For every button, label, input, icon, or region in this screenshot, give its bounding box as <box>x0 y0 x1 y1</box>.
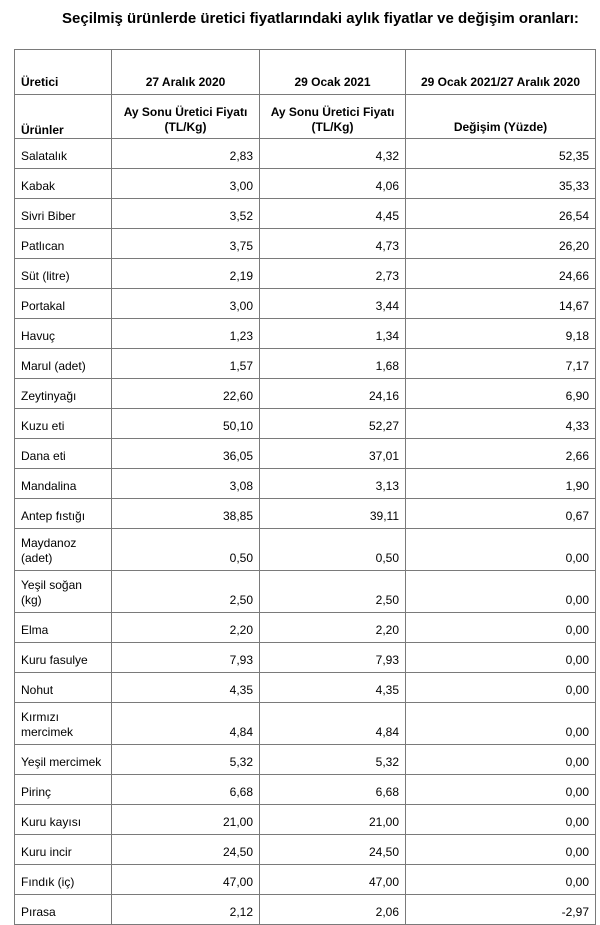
price-jan-cell: 1,68 <box>260 349 406 379</box>
change-cell: 0,00 <box>406 571 596 613</box>
price-dec-cell: 47,00 <box>112 865 260 895</box>
change-cell: -2,97 <box>406 895 596 925</box>
product-name-cell: Havuç <box>15 319 112 349</box>
subheader-change: Değişim (Yüzde) <box>406 95 596 139</box>
price-dec-cell: 3,52 <box>112 199 260 229</box>
change-cell: 0,00 <box>406 865 596 895</box>
change-cell: 4,33 <box>406 409 596 439</box>
price-dec-cell: 1,23 <box>112 319 260 349</box>
price-dec-cell: 4,84 <box>112 703 260 745</box>
product-name-cell: Kabak <box>15 169 112 199</box>
price-jan-cell: 1,34 <box>260 319 406 349</box>
table-row <box>15 673 596 703</box>
price-dec-cell: 4,35 <box>112 673 260 703</box>
price-jan-cell: 3,44 <box>260 289 406 319</box>
price-table <box>14 49 596 925</box>
product-name-cell: Fındık (iç) <box>15 865 112 895</box>
change-cell: 0,00 <box>406 529 596 571</box>
subheader-price-dec: Ay Sonu Üretici Fiyatı (TL/Kg) <box>112 95 260 139</box>
table-row <box>15 289 596 319</box>
price-jan-cell: 4,32 <box>260 139 406 169</box>
price-dec-cell: 3,08 <box>112 469 260 499</box>
price-dec-cell: 24,50 <box>112 835 260 865</box>
change-cell: 0,00 <box>406 805 596 835</box>
subheader-products: Ürünler <box>15 95 112 139</box>
table-row <box>15 745 596 775</box>
price-jan-cell: 2,06 <box>260 895 406 925</box>
change-cell: 6,90 <box>406 379 596 409</box>
table-row <box>15 199 596 229</box>
product-name-cell: Marul (adet) <box>15 349 112 379</box>
header-producer: Üretici <box>15 50 112 95</box>
change-cell: 0,00 <box>406 745 596 775</box>
header-date-jan: 29 Ocak 2021 <box>260 50 406 95</box>
price-dec-cell: 3,00 <box>112 169 260 199</box>
price-jan-cell: 24,50 <box>260 835 406 865</box>
product-name-cell: Elma <box>15 613 112 643</box>
subheader-price-jan: Ay Sonu Üretici Fiyatı (TL/Kg) <box>260 95 406 139</box>
product-name-cell: Dana eti <box>15 439 112 469</box>
price-jan-cell: 2,73 <box>260 259 406 289</box>
product-name-cell: Patlıcan <box>15 229 112 259</box>
change-cell: 2,66 <box>406 439 596 469</box>
product-name-cell: Kuzu eti <box>15 409 112 439</box>
table-row <box>15 409 596 439</box>
price-jan-cell: 39,11 <box>260 499 406 529</box>
change-cell: 0,00 <box>406 775 596 805</box>
header-date-dec: 27 Aralık 2020 <box>112 50 260 95</box>
price-dec-cell: 50,10 <box>112 409 260 439</box>
price-dec-cell: 38,85 <box>112 499 260 529</box>
product-name-cell: Kırmızı mercimek <box>15 703 112 745</box>
table-row <box>15 259 596 289</box>
table-row <box>15 865 596 895</box>
header-row <box>15 50 596 95</box>
product-name-cell: Maydanoz (adet) <box>15 529 112 571</box>
price-dec-cell: 7,93 <box>112 643 260 673</box>
table-row <box>15 571 596 613</box>
table-row <box>15 775 596 805</box>
price-jan-cell: 52,27 <box>260 409 406 439</box>
change-cell: 0,00 <box>406 643 596 673</box>
price-dec-cell: 3,00 <box>112 289 260 319</box>
price-jan-cell: 4,35 <box>260 673 406 703</box>
price-jan-cell: 3,13 <box>260 469 406 499</box>
table-row <box>15 229 596 259</box>
product-name-cell: Antep fıstığı <box>15 499 112 529</box>
price-jan-cell: 2,20 <box>260 613 406 643</box>
change-cell: 0,00 <box>406 613 596 643</box>
price-jan-cell: 6,68 <box>260 775 406 805</box>
price-jan-cell: 21,00 <box>260 805 406 835</box>
change-cell: 1,90 <box>406 469 596 499</box>
price-dec-cell: 5,32 <box>112 745 260 775</box>
product-name-cell: Kuru fasulye <box>15 643 112 673</box>
price-jan-cell: 0,50 <box>260 529 406 571</box>
table-row <box>15 895 596 925</box>
product-name-cell: Kuru kayısı <box>15 805 112 835</box>
price-jan-cell: 7,93 <box>260 643 406 673</box>
table-row <box>15 319 596 349</box>
price-jan-cell: 47,00 <box>260 865 406 895</box>
price-dec-cell: 2,20 <box>112 613 260 643</box>
page-title: Seçilmiş ürünlerde üretici fiyatlarındaki aylık fiyatlar ve değişim oranları: <box>62 10 579 27</box>
change-cell: 0,00 <box>406 673 596 703</box>
subheader-row <box>15 95 596 139</box>
table-row <box>15 439 596 469</box>
price-jan-cell: 2,50 <box>260 571 406 613</box>
change-cell: 35,33 <box>406 169 596 199</box>
header-period: 29 Ocak 2021/27 Aralık 2020 <box>406 50 596 95</box>
product-name-cell: Salatalık <box>15 139 112 169</box>
price-dec-cell: 0,50 <box>112 529 260 571</box>
change-cell: 0,00 <box>406 835 596 865</box>
price-dec-cell: 1,57 <box>112 349 260 379</box>
product-name-cell: Nohut <box>15 673 112 703</box>
price-jan-cell: 4,06 <box>260 169 406 199</box>
price-dec-cell: 3,75 <box>112 229 260 259</box>
change-cell: 0,67 <box>406 499 596 529</box>
price-jan-cell: 4,45 <box>260 199 406 229</box>
price-dec-cell: 36,05 <box>112 439 260 469</box>
table-row <box>15 835 596 865</box>
table-row <box>15 643 596 673</box>
table-row <box>15 805 596 835</box>
price-jan-cell: 37,01 <box>260 439 406 469</box>
product-name-cell: Pırasa <box>15 895 112 925</box>
product-name-cell: Pirinç <box>15 775 112 805</box>
change-cell: 26,54 <box>406 199 596 229</box>
change-cell: 24,66 <box>406 259 596 289</box>
table-row <box>15 139 596 169</box>
product-name-cell: Kuru incir <box>15 835 112 865</box>
price-dec-cell: 6,68 <box>112 775 260 805</box>
change-cell: 14,67 <box>406 289 596 319</box>
table-row <box>15 529 596 571</box>
product-name-cell: Mandalina <box>15 469 112 499</box>
change-cell: 0,00 <box>406 703 596 745</box>
change-cell: 26,20 <box>406 229 596 259</box>
table-row <box>15 379 596 409</box>
change-cell: 52,35 <box>406 139 596 169</box>
table-row <box>15 469 596 499</box>
table-row <box>15 349 596 379</box>
price-jan-cell: 4,84 <box>260 703 406 745</box>
price-dec-cell: 21,00 <box>112 805 260 835</box>
product-name-cell: Süt (litre) <box>15 259 112 289</box>
price-dec-cell: 2,83 <box>112 139 260 169</box>
price-dec-cell: 2,19 <box>112 259 260 289</box>
product-name-cell: Sivri Biber <box>15 199 112 229</box>
change-cell: 7,17 <box>406 349 596 379</box>
product-name-cell: Yeşil soğan (kg) <box>15 571 112 613</box>
price-jan-cell: 5,32 <box>260 745 406 775</box>
price-dec-cell: 2,12 <box>112 895 260 925</box>
table-row <box>15 169 596 199</box>
price-dec-cell: 2,50 <box>112 571 260 613</box>
product-name-cell: Portakal <box>15 289 112 319</box>
price-jan-cell: 4,73 <box>260 229 406 259</box>
table-row <box>15 499 596 529</box>
product-name-cell: Zeytinyağı <box>15 379 112 409</box>
product-name-cell: Yeşil mercimek <box>15 745 112 775</box>
table-row <box>15 703 596 745</box>
table-row <box>15 613 596 643</box>
price-dec-cell: 22,60 <box>112 379 260 409</box>
change-cell: 9,18 <box>406 319 596 349</box>
price-jan-cell: 24,16 <box>260 379 406 409</box>
